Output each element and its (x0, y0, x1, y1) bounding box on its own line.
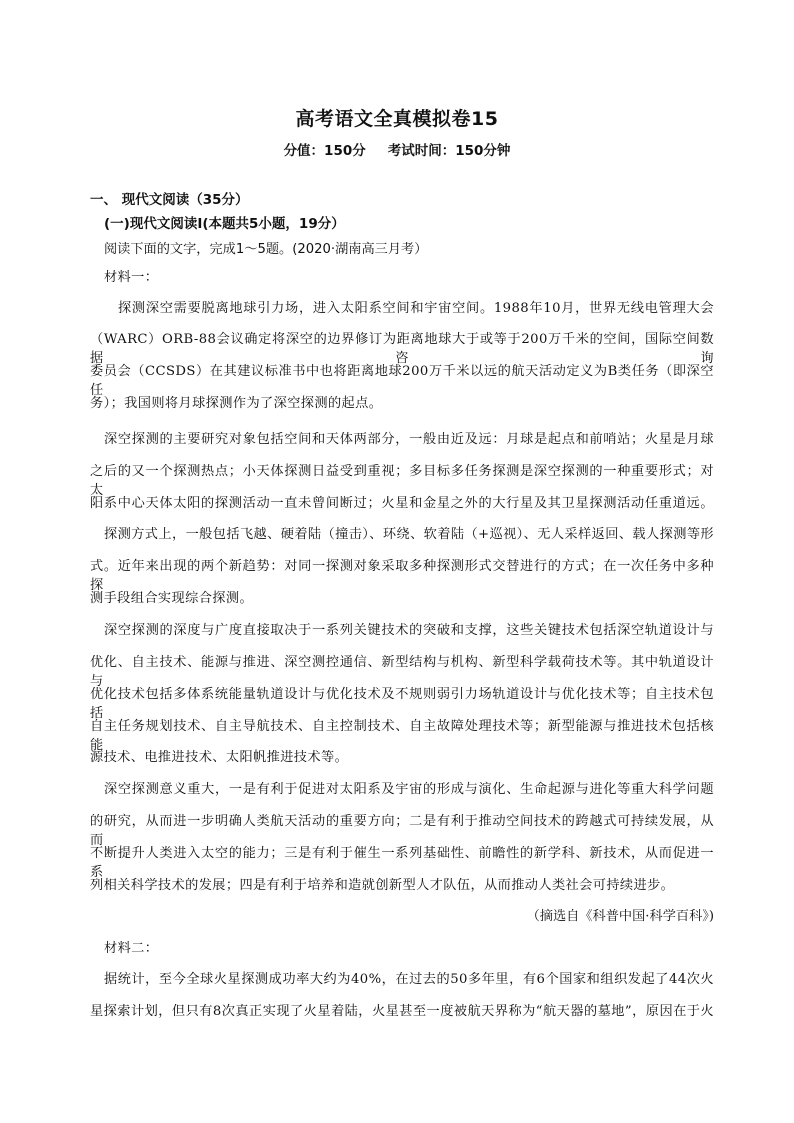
paragraph-line: 据统计，至今全球火星探测成功率大约为40%，在过去的50多年里，有6个国家和组织发起了44次火 (104, 972, 714, 987)
paragraph-line: 委员会（CCSDS）在其建议标准书中也将距离地球200万千米以远的航天活动定义为B类任务（即深空任 (90, 364, 714, 398)
time-info: 考试时间：150分钟 (387, 143, 511, 159)
section-heading: 一、 现代文阅读（35分） (90, 192, 249, 208)
paragraph-line: 优化、自主技术、能源与推进、深空测控通信、新型结构与机构、新型科学载荷技术等。其中轨道设计与 (90, 655, 714, 689)
paragraph-line: 务）；我国则将月球探测作为了深空探测的起点。 (90, 396, 383, 411)
paragraph-line: 深空探测意义重大，一是有利于促进对太阳系及宇宙的形成与演化、生命起源与进化等重大科学问题 (104, 782, 714, 797)
paragraph-line: 列相关科学技术的发展；四是有利于培养和造就创新型人才队伍，从而推动人类社会可持续进步。 (90, 878, 675, 893)
paragraph-line: 阳系中心天体太阳的探测活动一直未曾间断过；火星和金星之外的大行星及其卫星探测活动任重道远。 (90, 496, 714, 511)
material-2-label: 材料二： (104, 941, 159, 956)
instruction-text: 阅读下面的文字，完成1～5题。(2020·湖南高三月考） (104, 242, 428, 257)
paragraph-line: （WARC）ORB-88会议确定将深空的边界修订为距离地球大于或等于200万千米的空间，国际空间数据咨询 (90, 332, 714, 366)
paragraph-line: 源技术、电推进技术、太阳帆推进技术等。 (90, 750, 349, 765)
paragraph-line: 自主任务规划技术、自主导航技术、自主控制技术、自主故障处理技术等；新型能源与推进技术包括核能 (90, 719, 714, 753)
page-title: 高考语文全真模拟卷15 (295, 108, 499, 130)
paragraph-line: 不断提升人类进入太空的能力；三是有利于催生一系列基础性、前瞻性的新学科、新技术，从而促进一系 (90, 846, 714, 880)
material-1-label: 材料一： (104, 270, 159, 285)
paragraph-line: 深空探测的主要研究对象包括空间和天体两部分，一般由近及远：月球是起点和前哨站；火星是月球 (104, 432, 714, 447)
exam-info (0, 139, 794, 159)
paragraph-line: 深空探测的深度与广度直接取决于一系列关键技术的突破和支撑，这些关键技术包括深空轨道设计与 (104, 623, 714, 638)
paragraph-line: 之后的又一个探测热点；小天体探测日益受到重视；多目标多任务探测是深空探测的一种重要形式；对太 (90, 464, 714, 498)
paragraph-line: 的研究，从而进一步明确人类航天活动的重要方向；二是有利于推动空间技术的跨越式可持续发展，从而 (90, 814, 714, 848)
paragraph-line: 探测深空需要脱离地球引力场，进入太阳系空间和宇宙空间。1988年10月，世界无线电管理大会 (118, 301, 714, 316)
score-info: 分值：150分 (283, 143, 366, 159)
paragraph-line: 测手段组合实现综合探测。 (90, 591, 254, 606)
paragraph-line: 式。近年来出现的两个新趋势：对同一探测对象采取多种探测形式交替进行的方式；在一次任务中多种探 (90, 559, 714, 593)
subsection-heading: (一)现代文阅读Ⅰ(本题共5小题，19分） (104, 216, 345, 232)
paragraph-line: 探测方式上，一般包括飞越、硬着陆（撞击）、环绕、软着陆（+巡视）、无人采样返回、载人探测等形 (104, 527, 714, 542)
paragraph-line: 星探索计划，但只有8次真正实现了火星着陆，火星甚至一度被航天界称为“航天器的墓地”，原因在于火 (90, 1004, 714, 1019)
paragraph-line: 优化技术包括多体系统能量轨道设计与优化技术及不规则弱引力场轨道设计与优化技术等；自主技术包括 (90, 687, 714, 721)
source-citation: （摘选自《科普中国·科学百科》) (526, 909, 714, 924)
